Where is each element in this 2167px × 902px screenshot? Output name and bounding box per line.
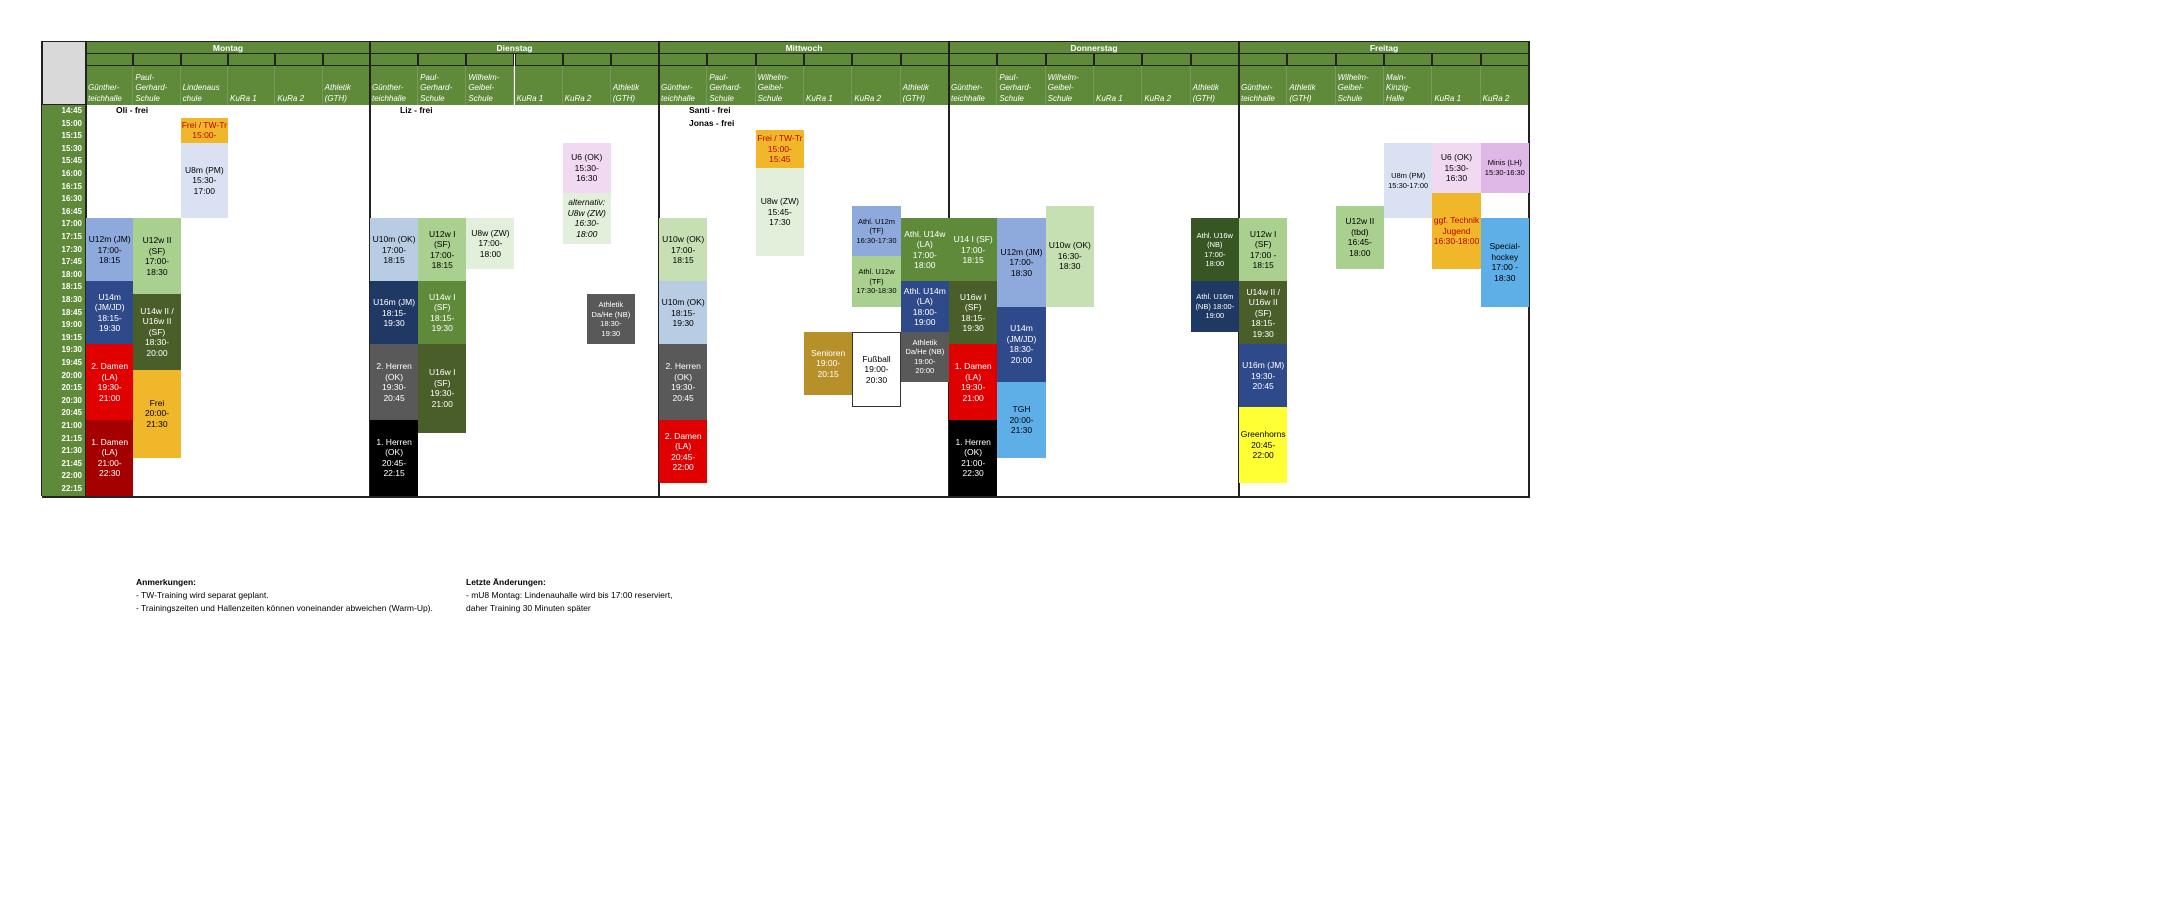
time-label: 18:30 bbox=[61, 295, 82, 304]
notes-changes bbox=[466, 576, 672, 615]
training-block[interactable]: Senioren 19:00- 20:15 bbox=[804, 332, 852, 395]
venue-header: Günther- teichhalle bbox=[1239, 66, 1287, 105]
subheader-cell bbox=[370, 54, 418, 66]
training-block[interactable]: 1. Damen (LA) 19:30- 21:00 bbox=[949, 344, 997, 420]
training-block[interactable]: Athl. U14m (LA) 18:00- 19:00 bbox=[901, 281, 949, 331]
subheader-cell bbox=[181, 54, 228, 66]
training-block[interactable]: U12m (JM) 17:00- 18:30 bbox=[997, 218, 1045, 306]
training-block[interactable]: U12w I (SF) 17:00- 18:15 bbox=[418, 218, 466, 281]
venue-header: Paul- Gerhard- Schule bbox=[133, 66, 180, 105]
venue-header: Wilhelm- Geibel- Schule bbox=[1336, 66, 1384, 105]
time-label: 16:15 bbox=[61, 181, 82, 191]
subheader-cell bbox=[418, 54, 466, 66]
training-block[interactable]: U16w I (SF) 19:30- 21:00 bbox=[418, 344, 466, 432]
time-label: 15:00 bbox=[61, 118, 82, 128]
venue-header: Paul- Gerhard- Schule bbox=[418, 66, 466, 105]
training-block[interactable]: U12m (JM) 17:00- 18:15 bbox=[86, 218, 133, 281]
time-label: 20:45 bbox=[61, 408, 82, 418]
training-block[interactable]: TGH 20:00- 21:30 bbox=[997, 382, 1045, 458]
venue-header: Günther- teichhalle bbox=[659, 66, 707, 105]
venue-header: KuRa 1 bbox=[1432, 66, 1480, 105]
time-label: 15:30 bbox=[61, 143, 82, 153]
subheader-cell bbox=[707, 54, 755, 66]
time-label: 18:15 bbox=[61, 282, 82, 292]
grid-left-border bbox=[41, 41, 42, 496]
training-block[interactable]: Fußball 19:00- 20:30 bbox=[852, 332, 900, 408]
training-block[interactable]: 1. Herren (OK) 20:45- 22:15 bbox=[370, 420, 418, 496]
subheader-cell bbox=[1287, 54, 1335, 66]
availability-note: Liz - frei bbox=[400, 105, 433, 115]
training-block[interactable]: U10w (OK) 17:00- 18:15 bbox=[659, 218, 707, 281]
training-block[interactable]: U8m (PM) 15:30- 17:00 bbox=[181, 143, 228, 219]
notes-changes-line: - mU8 Montag: Lindenauhalle wird bis 17:00 reserviert, bbox=[466, 590, 673, 600]
time-label: 21:45 bbox=[61, 458, 82, 468]
time-label: 18:00 bbox=[61, 269, 82, 279]
venue-header: Wilhelm- Geibel- Schule bbox=[466, 66, 514, 105]
subheader-cell bbox=[133, 54, 180, 66]
training-block[interactable]: U14m (JM/JD) 18:30- 20:00 bbox=[997, 307, 1045, 383]
venue-header: Günther- teichhalle bbox=[370, 66, 418, 105]
subheader-cell bbox=[323, 54, 370, 66]
venue-header: Athletik (GTH) bbox=[901, 66, 949, 105]
day-header-freitag: Freitag bbox=[1239, 41, 1529, 54]
training-block[interactable]: 1. Herren (OK) 21:00- 22:30 bbox=[949, 420, 997, 496]
training-block[interactable]: Athl. U12w (TF) 17:30-18:30 bbox=[852, 256, 900, 306]
notes-remarks-title: Anmerkungen: bbox=[136, 577, 196, 587]
subheader-cell bbox=[756, 54, 804, 66]
training-block[interactable]: alternativ: U8w (ZW) 16:30- 18:00 bbox=[563, 193, 611, 243]
venue-header: Günther- teichhalle bbox=[949, 66, 997, 105]
training-block[interactable]: 2. Damen (LA) 19:30- 21:00 bbox=[86, 344, 133, 420]
venue-header: Main- Kinzig- Halle bbox=[1384, 66, 1432, 105]
time-label: 22:15 bbox=[61, 484, 82, 493]
training-block[interactable]: U14m (JM/JD) 18:15- 19:30 bbox=[86, 281, 133, 344]
subheader-cell bbox=[1481, 54, 1529, 66]
time-label: 17:45 bbox=[61, 257, 82, 267]
subheader-cell bbox=[1336, 54, 1384, 66]
time-label: 18:45 bbox=[61, 307, 82, 317]
training-block[interactable]: U10m (OK) 18:15- 19:30 bbox=[659, 281, 707, 344]
time-label: 16:00 bbox=[61, 169, 82, 178]
time-label: 17:00 bbox=[61, 219, 82, 229]
training-block[interactable]: 2. Damen (LA) 20:45- 22:00 bbox=[659, 420, 707, 483]
subheader-cell bbox=[86, 54, 133, 66]
training-block[interactable]: U16m (JM) 18:15- 19:30 bbox=[370, 281, 418, 344]
training-block[interactable]: U8w (ZW) 15:45- 17:30 bbox=[756, 168, 804, 256]
venue-header: KuRa 2 bbox=[275, 66, 322, 105]
time-label: 19:00 bbox=[61, 320, 82, 330]
subheader-cell bbox=[852, 54, 900, 66]
training-block[interactable]: Athl. U12m (TF) 16:30-17:30 bbox=[852, 206, 900, 256]
venue-header: KuRa 2 bbox=[1481, 66, 1529, 105]
training-block[interactable]: U6 (OK) 15:30- 16:30 bbox=[563, 143, 611, 193]
grid-bottom-border bbox=[42, 496, 1530, 498]
training-block[interactable]: U12w II (SF) 17:00- 18:30 bbox=[133, 218, 180, 294]
venue-header: Wilhelm- Geibel- Schule bbox=[756, 66, 804, 105]
training-block[interactable]: Athl. U16w (NB) 17:00- 18:00 bbox=[1191, 218, 1239, 281]
training-block[interactable]: Frei / TW-Tr 15:00- bbox=[181, 118, 228, 143]
venue-header: KuRa 1 bbox=[804, 66, 852, 105]
subheader-cell bbox=[515, 54, 563, 66]
training-block[interactable]: U14w I (SF) 18:15- 19:30 bbox=[418, 281, 466, 344]
subheader-cell bbox=[804, 54, 852, 66]
training-block[interactable]: U16m (JM) 19:30- 20:45 bbox=[1239, 344, 1287, 407]
notes-remarks bbox=[136, 576, 433, 615]
training-block[interactable]: Athl. U14w (LA) 17:00- 18:00 bbox=[901, 218, 949, 281]
training-block[interactable]: 2. Herren (OK) 19:30- 20:45 bbox=[659, 344, 707, 420]
training-block[interactable]: U14w II / U16w II (SF) 18:15- 19:30 bbox=[1239, 281, 1287, 344]
time-label: 14:45 bbox=[61, 106, 82, 115]
training-block[interactable]: U12w I (SF) 17:00 - 18:15 bbox=[1239, 218, 1287, 281]
subheader-cell bbox=[1432, 54, 1480, 66]
time-label: 20:00 bbox=[61, 370, 82, 380]
training-block[interactable]: Greenhorns 20:45- 22:00 bbox=[1239, 407, 1287, 483]
training-block[interactable]: Special- hockey 17:00 - 18:30 bbox=[1481, 218, 1529, 306]
time-label: 21:00 bbox=[61, 421, 82, 430]
availability-note: Santi - frei bbox=[689, 105, 731, 115]
time-label: 20:30 bbox=[61, 395, 82, 405]
training-block[interactable]: Athl. U16m (NB) 18:00- 19:00 bbox=[1191, 281, 1239, 331]
subheader-cell bbox=[901, 54, 949, 66]
venue-header: KuRa 2 bbox=[852, 66, 900, 105]
training-block[interactable]: ggf. Technik Jugend 16:30-18:00 bbox=[1432, 193, 1480, 269]
training-block[interactable]: U16w I (SF) 18:15- 19:30 bbox=[949, 281, 997, 344]
subheader-cell bbox=[611, 54, 659, 66]
subheader-cell bbox=[275, 54, 322, 66]
subheader-cell bbox=[1142, 54, 1190, 66]
venue-header: KuRa 2 bbox=[1142, 66, 1190, 105]
subheader-cell bbox=[1094, 54, 1142, 66]
venue-header: KuRa 1 bbox=[1094, 66, 1142, 105]
time-label: 16:30 bbox=[61, 194, 82, 204]
availability-note: Jonas - frei bbox=[689, 117, 735, 128]
training-block[interactable]: Athletik Da/He (NB) 18:30- 19:30 bbox=[587, 294, 635, 344]
training-block[interactable]: Minis (LH) 15:30-16:30 bbox=[1481, 143, 1529, 193]
training-block[interactable]: 2. Herren (OK) 19:30- 20:45 bbox=[370, 344, 418, 420]
subheader-cell bbox=[1191, 54, 1239, 66]
time-label: 19:45 bbox=[61, 358, 82, 367]
training-block[interactable]: U10w (OK) 16:30- 18:30 bbox=[1046, 206, 1094, 307]
venue-header: KuRa 2 bbox=[563, 66, 611, 105]
subheader-cell bbox=[228, 54, 275, 66]
subheader-cell bbox=[997, 54, 1045, 66]
notes-changes-line: daher Training 30 Minuten später bbox=[466, 603, 591, 613]
venue-header: KuRa 1 bbox=[228, 66, 275, 105]
training-block[interactable]: Frei 20:00- 21:30 bbox=[133, 370, 180, 458]
time-label: 17:30 bbox=[61, 244, 82, 254]
time-label: 21:30 bbox=[61, 446, 82, 456]
venue-header: KuRa 1 bbox=[515, 66, 563, 105]
training-block[interactable]: Athletik Da/He (NB) 19:00- 20:00 bbox=[901, 332, 949, 382]
training-block[interactable]: U14w II / U16w II (SF) 18:30- 20:00 bbox=[133, 294, 180, 370]
venue-header: Lindenaus chule bbox=[181, 66, 228, 105]
venue-header: Paul- Gerhard- Schule bbox=[997, 66, 1045, 105]
training-block[interactable]: U14 I (SF) 17:00- 18:15 bbox=[949, 218, 997, 281]
venue-header: Athletik (GTH) bbox=[1287, 66, 1335, 105]
training-block[interactable]: U8w (ZW) 17:00- 18:00 bbox=[466, 218, 514, 268]
availability-note: Oli - frei bbox=[116, 105, 149, 115]
time-label: 20:15 bbox=[61, 383, 82, 393]
time-label: 15:45 bbox=[61, 156, 82, 166]
training-block[interactable]: U12w II (tbd) 16:45- 18:00 bbox=[1336, 206, 1384, 269]
time-label: 21:15 bbox=[61, 433, 82, 443]
time-label: 19:30 bbox=[61, 345, 82, 355]
subheader-cell bbox=[1046, 54, 1094, 66]
training-block[interactable]: Frei / TW-Tr 15:00- 15:45 bbox=[756, 130, 804, 168]
subheader-cell bbox=[659, 54, 707, 66]
notes-remarks-line: - Trainingszeiten und Hallenzeiten können voneinander abweichen (Warm-Up). bbox=[136, 603, 433, 613]
venue-header: Athletik (GTH) bbox=[323, 66, 370, 105]
day-header-mittwoch: Mittwoch bbox=[659, 41, 949, 54]
subheader-cell bbox=[949, 54, 997, 66]
venue-header: Paul- Gerhard- Schule bbox=[707, 66, 755, 105]
time-header-corner bbox=[42, 41, 86, 105]
training-block[interactable]: U6 (OK) 15:30- 16:30 bbox=[1432, 143, 1480, 193]
time-label: 22:00 bbox=[61, 471, 82, 481]
subheader-cell bbox=[563, 54, 611, 66]
notes-remarks-line: - TW-Training wird separat geplant. bbox=[136, 590, 269, 600]
time-label: 17:15 bbox=[61, 232, 82, 241]
day-header-montag: Montag bbox=[86, 41, 370, 54]
training-block[interactable]: 1. Damen (LA) 21:00- 22:30 bbox=[86, 420, 133, 496]
venue-header: Günther- teichhalle bbox=[86, 66, 133, 105]
venue-header: Athletik (GTH) bbox=[611, 66, 659, 105]
subheader-cell bbox=[1384, 54, 1432, 66]
time-label: 16:45 bbox=[61, 206, 82, 216]
time-label: 15:15 bbox=[61, 131, 82, 141]
time-label: 19:15 bbox=[61, 332, 82, 342]
subheader-cell bbox=[1239, 54, 1287, 66]
training-block[interactable]: U8m (PM) 15:30-17:00 bbox=[1384, 143, 1432, 219]
subheader-cell bbox=[466, 54, 514, 66]
venue-header: Athletik (GTH) bbox=[1191, 66, 1239, 105]
day-header-donnerstag: Donnerstag bbox=[949, 41, 1239, 54]
training-block[interactable]: U10m (OK) 17:00- 18:15 bbox=[370, 218, 418, 281]
venue-header: Wilhelm- Geibel- Schule bbox=[1046, 66, 1094, 105]
day-header-dienstag: Dienstag bbox=[370, 41, 659, 54]
notes-changes-title: Letzte Änderungen: bbox=[466, 577, 546, 587]
